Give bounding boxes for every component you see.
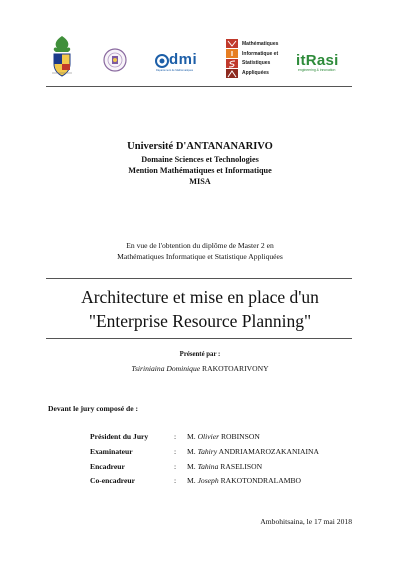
itrasi-logo bbox=[296, 52, 358, 76]
presenter-name bbox=[0, 364, 400, 373]
university-program: MISA bbox=[189, 177, 211, 186]
jury-colon: : bbox=[174, 462, 177, 471]
jury-row-co-supervisor bbox=[90, 476, 390, 488]
misa-text-line-1: Mathématiques bbox=[242, 41, 279, 47]
jury-colon: : bbox=[174, 432, 177, 441]
thesis-title-line-2: "Enterprise Resource Planning" bbox=[88, 311, 312, 331]
top-divider bbox=[46, 86, 352, 87]
thesis-title-line-1: Architecture et mise en place d'un bbox=[81, 287, 319, 307]
jury-role: Co-encadreur bbox=[90, 476, 135, 485]
jury-role: Examinateur bbox=[90, 447, 133, 456]
misa-text-line-4: Appliquées bbox=[242, 69, 269, 76]
university-name: Université D'ANTANANARIVO bbox=[127, 141, 273, 152]
jury-role: Encadreur bbox=[90, 462, 125, 471]
dmi-logo-text: dmi bbox=[169, 51, 198, 68]
misa-text-line-2: Informatique et bbox=[242, 50, 279, 57]
presenter-last-name: RAKOTOARIVONY bbox=[202, 364, 269, 373]
itrasi-logo-subtext: engineering & innovation bbox=[298, 68, 336, 72]
logos-row bbox=[0, 34, 400, 84]
jury-member-name: M. Joseph RAKOTONDRALAMBO bbox=[187, 476, 302, 485]
jury-row-supervisor bbox=[90, 462, 390, 474]
dmi-logo bbox=[154, 52, 204, 76]
purpose-line-2: Mathématiques Informatique et Statistique Appliquées bbox=[117, 252, 283, 261]
presenter-label: Présenté par : bbox=[179, 351, 221, 358]
jury-role: Président du Jury bbox=[90, 432, 149, 441]
jury-member-name: M. Tahiry ANDRIAMAROZAKANIAINA bbox=[187, 447, 320, 456]
presenter-first-names: Tsiriniaina Dominique bbox=[131, 364, 201, 373]
itrasi-logo-text: itRasi bbox=[296, 52, 339, 69]
title-bottom-rule bbox=[46, 338, 352, 339]
faculty-seal-logo bbox=[103, 48, 127, 72]
jury-member-name: M. Olivier ROBINSON bbox=[187, 432, 260, 441]
university-domain: Domaine Sciences et Technologies bbox=[141, 155, 259, 164]
purpose-line-1: En vue de l'obtention du diplôme de Master 2 en bbox=[126, 241, 274, 250]
jury-heading: Devant le jury composé de : bbox=[48, 404, 139, 413]
jury-colon: : bbox=[174, 476, 177, 485]
misa-text-line-3: Statistiques bbox=[242, 60, 271, 67]
misa-logo bbox=[225, 38, 287, 82]
place-date: Ambohitsaina, le 17 mai 2018 bbox=[260, 517, 352, 526]
university-mention: Mention Mathématiques et Informatique bbox=[128, 166, 272, 175]
dmi-logo-subtext: Département de Mathématiques bbox=[156, 69, 194, 72]
title-top-rule bbox=[46, 278, 352, 279]
university-crest-logo bbox=[48, 34, 76, 78]
jury-colon: : bbox=[174, 447, 177, 456]
jury-row-president bbox=[90, 432, 390, 444]
jury-row-examiner bbox=[90, 447, 390, 459]
jury-member-name: M. Tahina RASELISON bbox=[187, 462, 263, 471]
